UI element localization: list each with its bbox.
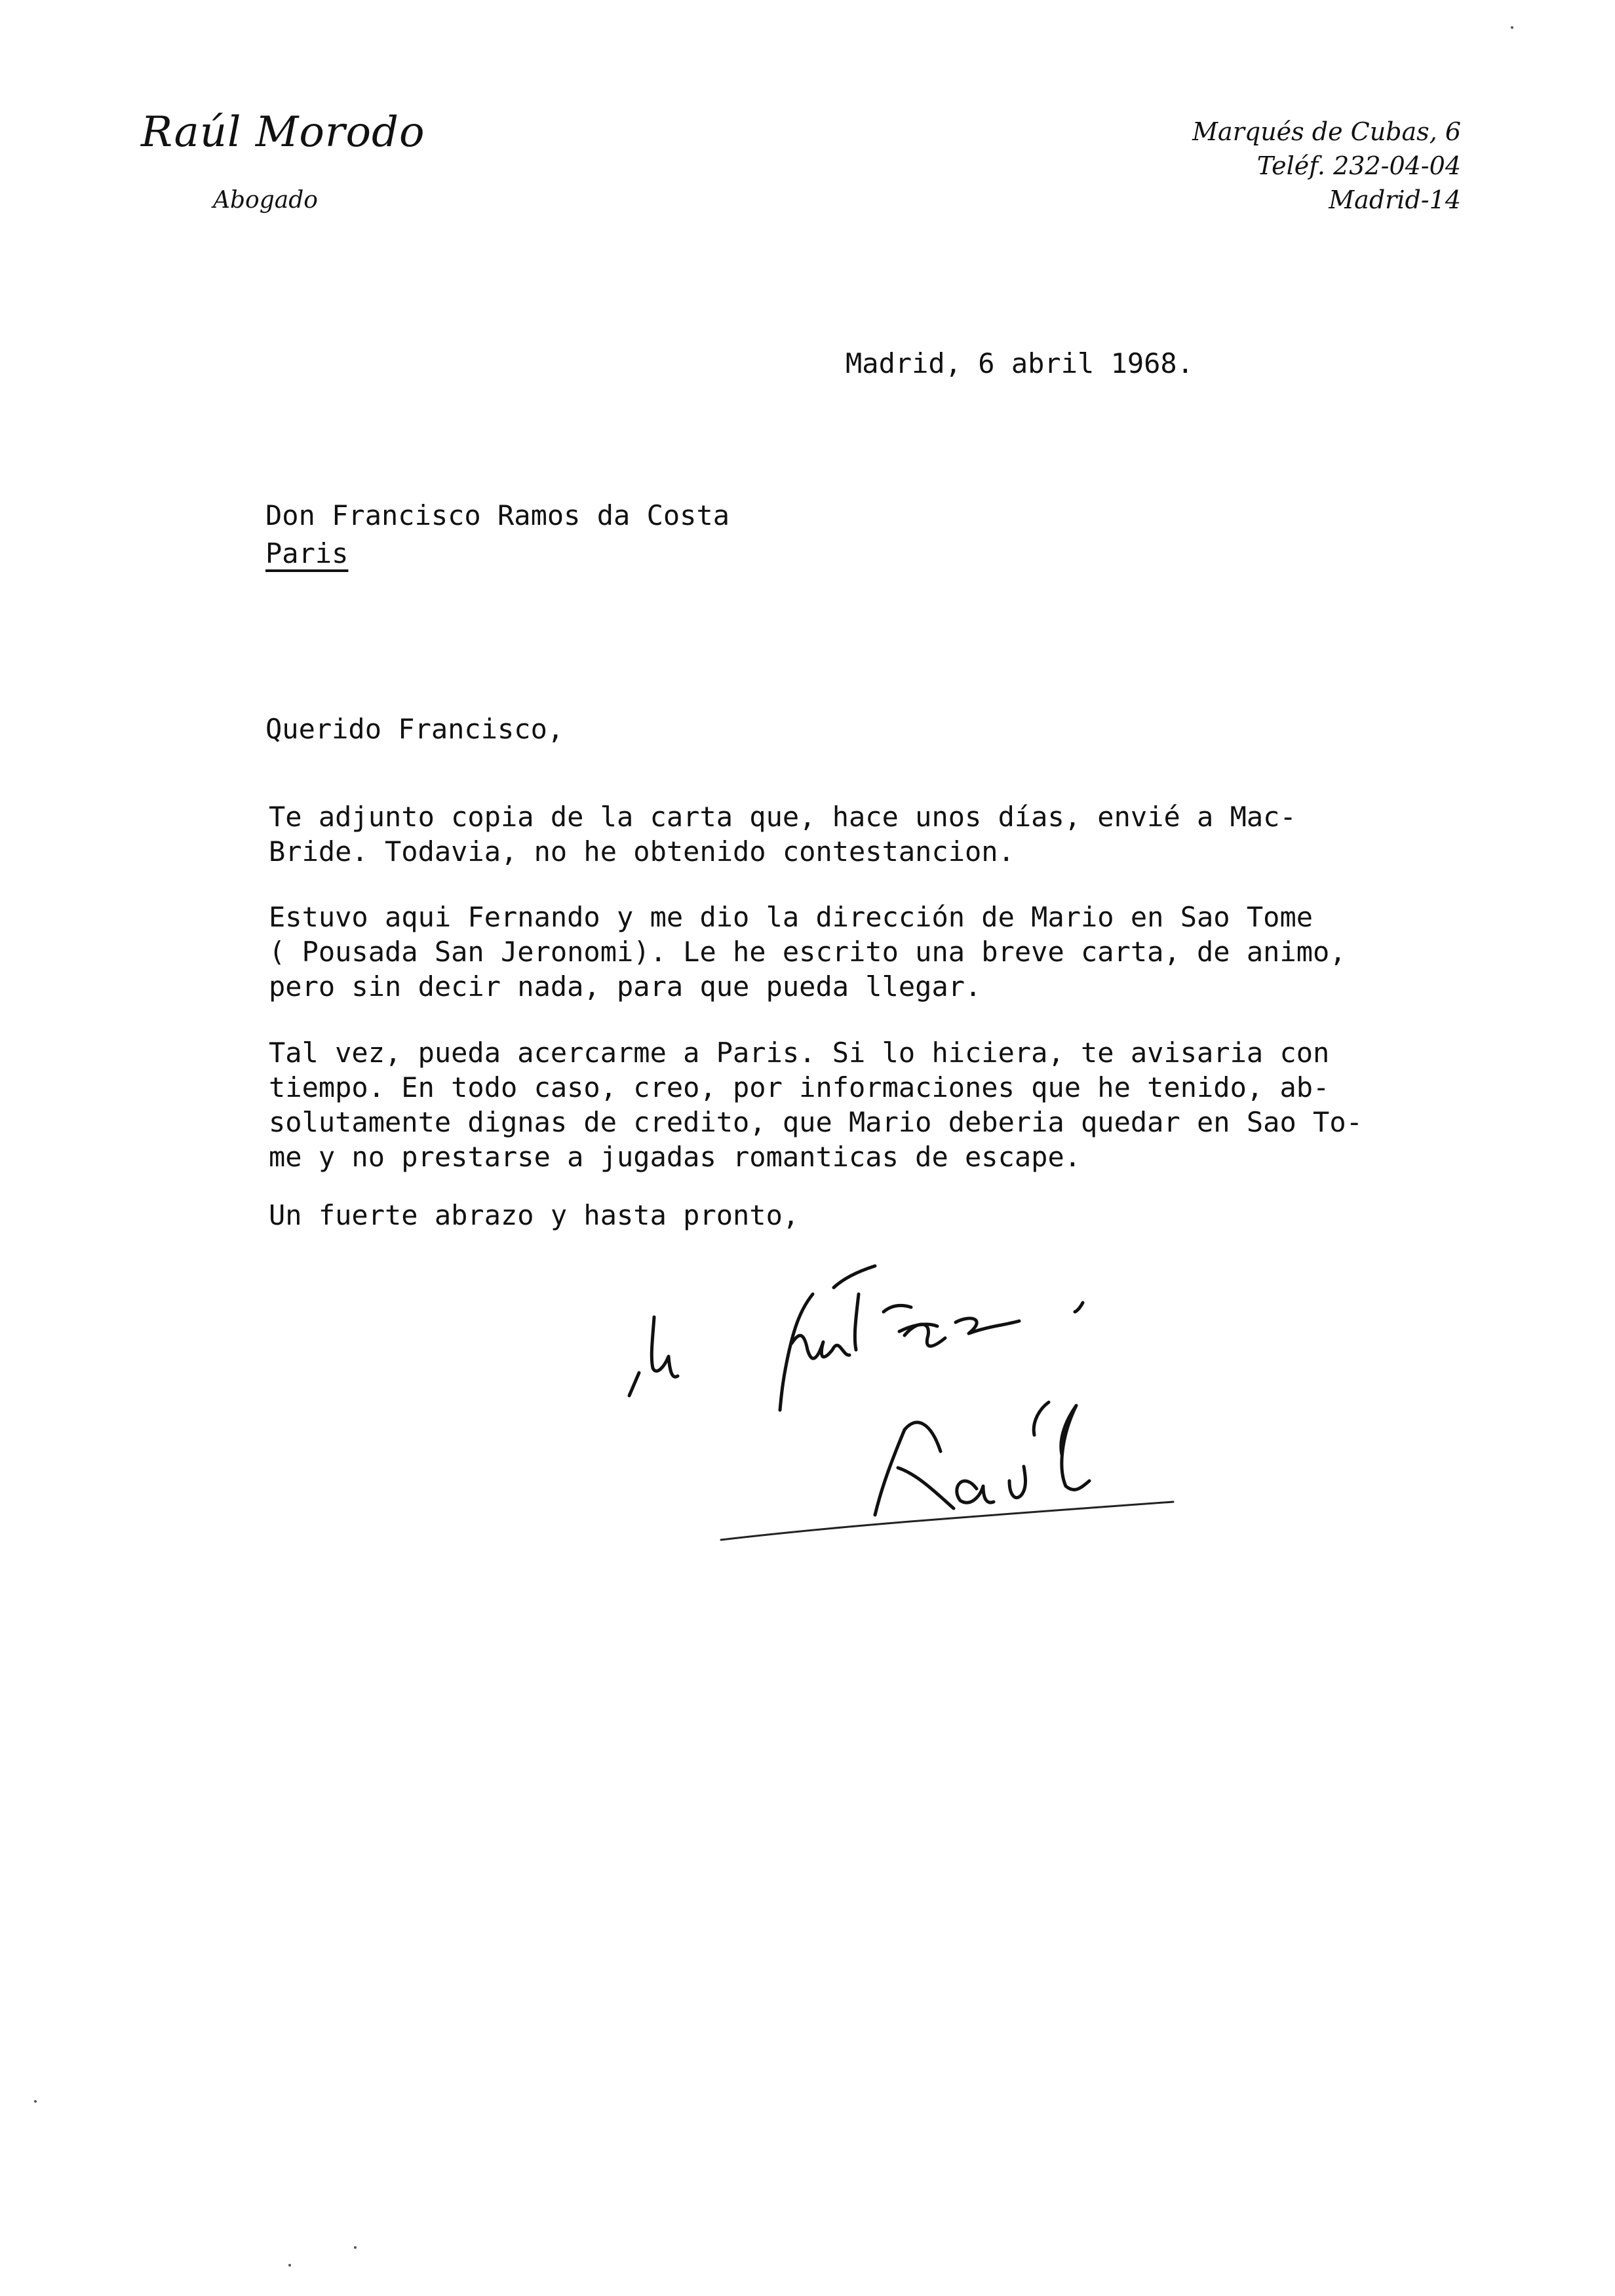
recipient-block — [265, 497, 730, 573]
body-line: pero sin decir nada, para que pueda llegar. — [269, 970, 982, 1003]
body-line: Estuvo aqui Fernando y me dio la dirección de Mario en Sao Tome — [269, 901, 1313, 933]
body-paragraph-3 — [269, 1035, 1363, 1174]
body-line: me y no prestarse a jugadas romanticas de escape. — [269, 1141, 1081, 1173]
salutation: Querido Francisco, — [265, 713, 564, 745]
scan-speck — [288, 2264, 291, 2267]
letterhead-address — [1192, 115, 1461, 217]
letter-date: Madrid, 6 abril 1968. — [846, 347, 1194, 379]
recipient-name: Don Francisco Ramos da Costa — [265, 499, 730, 531]
handwritten-signature — [623, 1258, 1357, 1664]
scan-speck — [34, 2100, 37, 2103]
body-paragraph-1 — [269, 799, 1296, 869]
body-line: Tal vez, pueda acercarme a Paris. Si lo hiciera, te avisaria con — [269, 1037, 1330, 1069]
body-line: solutamente dignas de credito, que Mario deberia quedar en Sao To- — [269, 1106, 1363, 1138]
scan-speck — [1511, 26, 1513, 29]
scan-speck — [354, 2246, 357, 2249]
address-street: Marqués de Cubas, 6 — [1192, 117, 1461, 146]
letterhead-title: Abogado — [213, 187, 318, 214]
address-phone: Teléf. 232-04-04 — [1256, 151, 1461, 180]
address-city: Madrid-14 — [1329, 185, 1461, 214]
body-line: Bride. Todavia, no he obtenido contestancion. — [269, 835, 1015, 868]
letterhead-name: Raúl Morodo — [141, 108, 425, 157]
body-line: tiempo. En todo caso, creo, por informaciones que he tenido, ab- — [269, 1071, 1330, 1103]
body-line: ( Pousada San Jeronomi). Le he escrito una breve carta, de animo, — [269, 936, 1346, 968]
recipient-city: Paris — [265, 537, 349, 569]
body-line: Te adjunto copia de la carta que, hace unos días, envié a Mac- — [269, 801, 1296, 833]
body-paragraph-2 — [269, 900, 1346, 1004]
closing-line: Un fuerte abrazo y hasta pronto, — [269, 1199, 800, 1231]
